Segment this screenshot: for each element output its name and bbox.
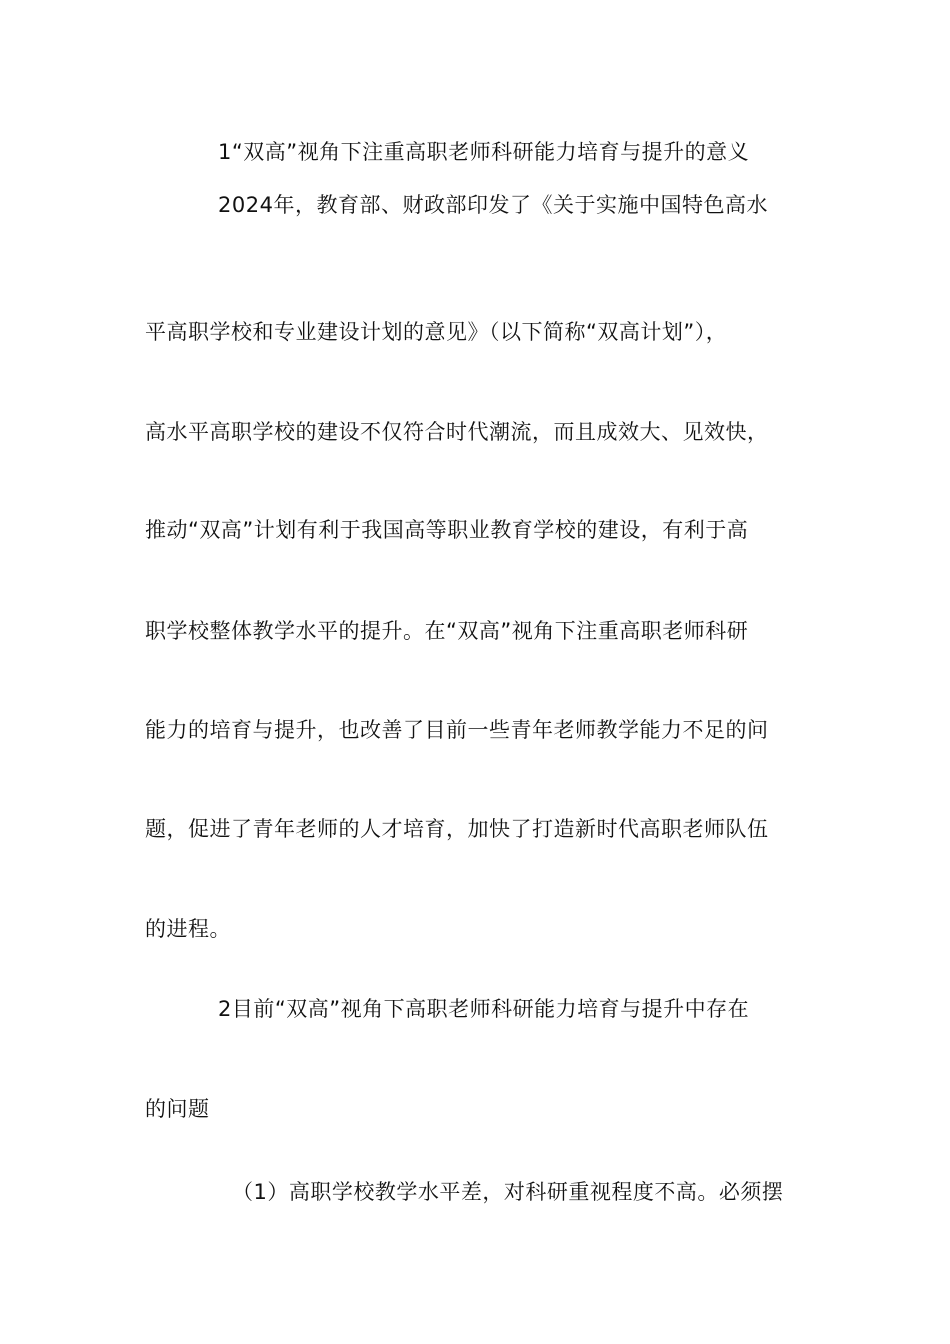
paragraph-line: 题，促进了青年老师的人才培育，加快了打造新时代高职老师队伍 [145,817,769,841]
subsection-heading-1: （1）高职学校教学水平差，对科研重视程度不高。必须摆 [232,1180,784,1204]
section-heading-2: 2目前“双高”视角下高职老师科研能力培育与提升中存在 [218,997,750,1021]
paragraph-line: 高水平高职学校的建设不仅符合时代潮流，而且成效大、见效快， [145,420,769,444]
paragraph-line: 能力的培育与提升，也改善了目前一些青年老师教学能力不足的问 [145,718,769,742]
paragraph-line: 的进程。 [145,917,231,941]
paragraph-line: 推动“双高”计划有利于我国高等职业教育学校的建设，有利于高 [145,518,749,542]
paragraph-line: 2024年，教育部、财政部印发了《关于实施中国特色高水 [218,193,768,217]
paragraph-line: 职学校整体教学水平的提升。在“双高”视角下注重高职老师科研 [145,619,749,643]
section-heading-2-continued: 的问题 [145,1097,210,1121]
section-heading-1: 1“双高”视角下注重高职老师科研能力培育与提升的意义 [218,140,750,164]
paragraph-line: 平高职学校和专业建设计划的意见》（以下简称“双高计划”）， [145,320,728,344]
